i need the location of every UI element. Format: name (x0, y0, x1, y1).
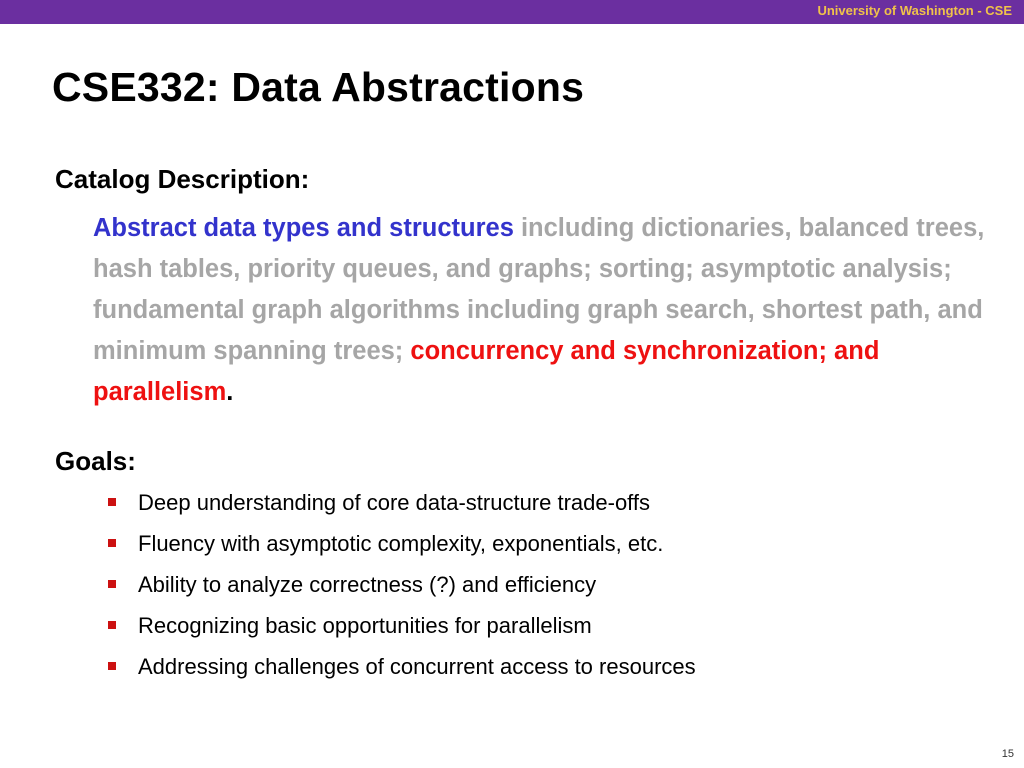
goal-text: Ability to analyze correctness (?) and efficiency (138, 572, 597, 597)
goal-text: Deep understanding of core data-structure trade-offs (138, 490, 651, 515)
square-bullet-icon (108, 662, 116, 670)
catalog-text-gray: including dictionaries, balanced trees, hash tables, priority queues, and graphs; sorting; asymptotic analysis; fundamental graph algorithms including graph search, shortest path, and minimum spanning trees; (93, 214, 985, 365)
square-bullet-icon (108, 580, 116, 588)
org-label: University of Washington - CSE (817, 3, 1012, 18)
square-bullet-icon (108, 621, 116, 629)
page-number: 15 (1001, 748, 1014, 760)
goal-text: Addressing challenges of concurrent access to resources (138, 654, 696, 679)
goal-text: Fluency with asymptotic complexity, exponentials, etc. (138, 531, 664, 556)
catalog-heading: Catalog Description: (55, 164, 310, 194)
catalog-period: . (226, 378, 234, 406)
header-banner (0, 0, 1024, 24)
catalog-highlight-red: concurrency and synchronization; and parallelism (93, 337, 880, 406)
catalog-highlight-blue: Abstract data types and structures (93, 214, 514, 242)
goal-text: Recognizing basic opportunities for parallelism (138, 613, 592, 638)
slide-title: CSE332: Data Abstractions (52, 64, 585, 110)
goals-heading: Goals: (55, 446, 136, 476)
square-bullet-icon (108, 539, 116, 547)
square-bullet-icon (108, 498, 116, 506)
catalog-description (93, 208, 993, 413)
